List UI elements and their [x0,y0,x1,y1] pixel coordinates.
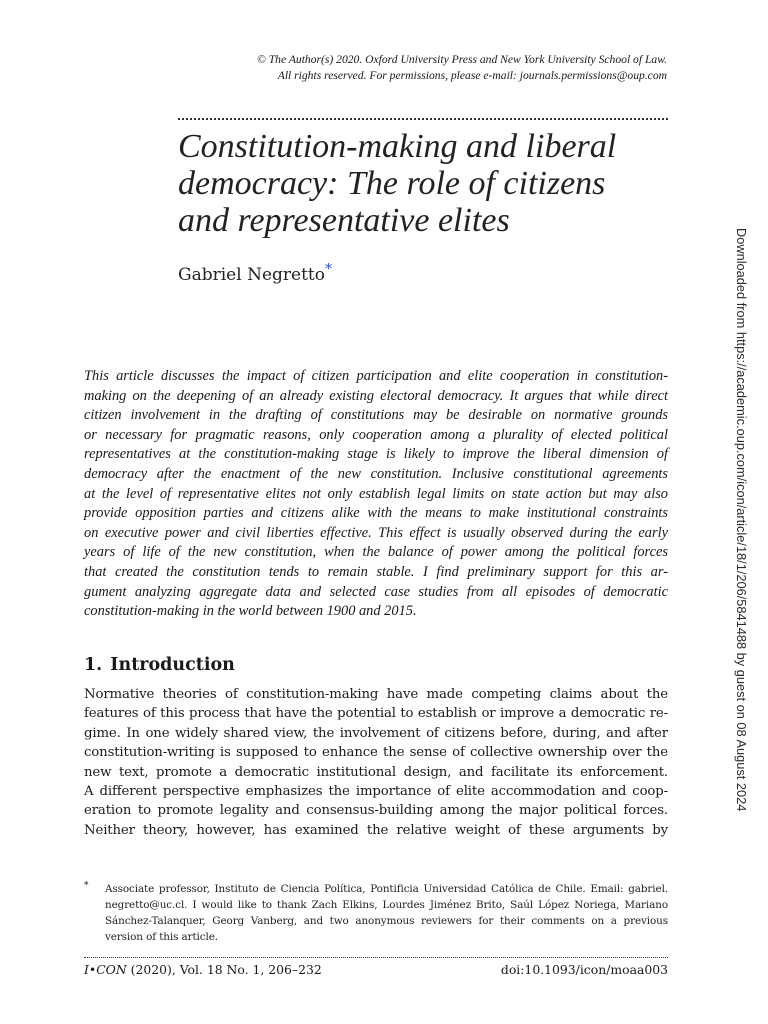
copyright-notice [180,52,667,84]
copyright-line: © The Author(s) 2020. Oxford University Press and New York University School of Law. [257,53,667,66]
footnote-line: version of this article. [105,931,218,943]
paragraph-line: Normative theories of constitution-making have made competing claims about the [84,687,668,702]
title-line: democracy: The role of citizens [178,165,606,202]
abstract-line: representatives at the constitution-making stage is likely to improve the liberal dimension of [84,446,668,463]
download-watermark-text: Downloaded from https://academic.oup.com/icon/article/18/1/206/5841488 by guest on 08 August 2024 [734,228,749,812]
footnote-line: negretto@uc.cl. I would like to thank Zach Elkins, Lourdes Jiménez Brito, Saúl López Noriega, Mariano [105,899,668,911]
abstract-line: This article discusses the impact of citizen participation and elite cooperation in constitution- [84,368,668,384]
journal-name: I•CON [84,962,127,977]
paragraph-line: A different perspective emphasizes the importance of elite accommodation and coop- [84,783,668,799]
author-footnote-link[interactable]: * [324,261,332,278]
author-footnote [84,881,668,945]
paragraph-line: features of this process that have the potential to establish or improve a democratic re- [84,706,668,722]
article-title [178,128,678,239]
abstract-line: on executive power and civil liberties effective. This effect is usually observed during the early [84,524,668,541]
abstract-line: gument analyzing aggregate data and selected case studies from all episodes of democratic [84,583,668,600]
footnote-line: Sánchez-Talanquer, Georg Vanberg, and two anonymous reviewers for their comments on a previous [105,915,668,927]
dotted-rule-bottom [84,957,668,958]
section-title: Introduction [110,655,235,675]
journal-citation [84,961,322,979]
abstract-line: citizen involvement in the drafting of constitutions may be desirable on normative grounds [84,407,668,424]
doi-link[interactable]: doi:10.1093/icon/moaa003 [500,962,668,977]
download-watermark [733,228,753,812]
abstract-line: making on the deepening of an already existing electoral democracy. It argues that while direct [84,387,668,404]
paragraph-line: constitution-writing is supposed to enhance the sense of collective ownership over the [84,745,668,761]
section-heading [84,653,235,677]
dotted-rule-top [178,118,668,120]
paragraph-line: eration to promote legality and consensus-building among the major political forces. [84,803,668,819]
abstract [84,367,668,622]
title-line: Constitution-making and liberal [178,128,617,165]
abstract-line: constitution-making in the world between 1900 and 2015. [84,603,417,620]
title-line: and representative elites [178,202,510,239]
footnote-body [105,881,668,945]
abstract-line: provide opposition parties and citizens alike with the means to make institutional constraints [84,505,668,522]
abstract-line: or necessary for pragmatic reasons, only cooperation among a plurality of elected political [84,426,668,443]
footnote-marker: * [84,881,89,891]
copyright-line: All rights reserved. For permissions, please e-mail: journals.permissions@oup.com [277,69,667,82]
section-number: 1. [84,655,103,675]
paragraph-line: gime. In one widely shared view, the involvement of citizens before, during, and after [84,725,668,741]
paragraph-line: Neither theory, however, has examined the relative weight of these arguments by [84,822,668,838]
abstract-line: years of life of the new constitution, when the balance of power among the political forces [84,544,668,561]
author-name: Gabriel Negretto [178,265,325,285]
introduction-paragraph [84,685,668,840]
abstract-line: that created the constitution tends to remain stable. I find preliminary support for this ar- [84,563,668,580]
footnote-line: Associate professor, Instituto de Ciencia Política, Pontificia Universidad Católica de Chile. Email: gabriel. [105,883,668,895]
abstract-line: at the level of representative elites not only establish legal limits on state action but may also [84,485,668,502]
paragraph-line: new text, promote a democratic institutional design, and facilitate its enforcement. [84,764,668,780]
abstract-line: democracy after the enactment of the new constitution. Inclusive constitutional agreements [84,465,668,482]
citation-details: (2020), Vol. 18 No. 1, 206–232 [126,962,322,977]
author-byline [178,263,332,287]
